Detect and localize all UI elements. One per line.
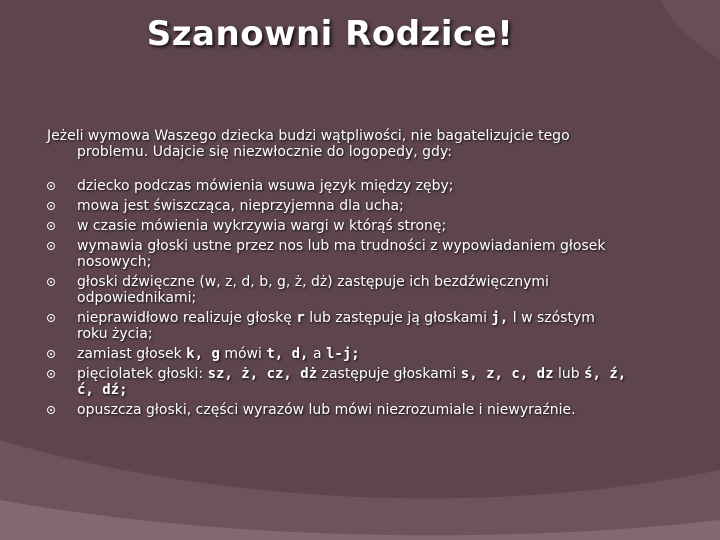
- bullet-icon: [47, 370, 55, 378]
- item-text: mowa jest świszcząca, nieprzyjemna dla ucha;: [77, 198, 404, 214]
- phoneme-text: k, g: [186, 346, 220, 362]
- phoneme-text: sz, ż, cz, dż: [207, 366, 318, 382]
- bullet-icon: [47, 350, 55, 358]
- phoneme-text: l-j;: [325, 346, 360, 362]
- list-item: [47, 366, 627, 398]
- phoneme-text: r: [296, 310, 305, 326]
- bullet-icon: [47, 202, 55, 210]
- bullet-icon: [47, 314, 55, 322]
- item-text: lub zastępuje ją głoskami: [304, 310, 492, 326]
- list-item: [47, 238, 627, 270]
- item-text: zamiast głosek: [77, 346, 187, 362]
- item-text: zastępuje głoskami: [317, 366, 461, 382]
- item-text: w czasie mówienia wykrzywia wargi w którąś stronę;: [77, 218, 447, 234]
- slide-content: [47, 128, 627, 422]
- slide-title: Szanowni Rodzice!: [146, 14, 514, 54]
- phoneme-text: ś, ź, ć, dź;: [77, 366, 627, 398]
- symptom-list: [47, 178, 627, 418]
- bullet-icon: [47, 278, 55, 286]
- phoneme-text: t, d,: [266, 346, 309, 362]
- list-item: [47, 218, 627, 234]
- item-text: dziecko podczas mówienia wsuwa język między zęby;: [77, 178, 454, 194]
- item-text: opuszcza głoski, części wyrazów lub mówi niezrozumiale i niewyraźnie.: [77, 402, 576, 418]
- item-text: nieprawidłowo realizuje głoskę: [77, 310, 297, 326]
- item-text: głoski dźwięczne (w, z, d, b, g, ż, dż) zastępuje ich bezdźwięcznymi odpowiednikami;: [77, 274, 549, 306]
- list-item: [47, 402, 627, 418]
- item-text: pięciolatek głoski:: [77, 366, 208, 382]
- list-item: [47, 198, 627, 214]
- phoneme-text: s, z, c, dz: [460, 366, 554, 382]
- phoneme-text: j,: [491, 310, 509, 326]
- list-item: [47, 274, 627, 306]
- intro-paragraph: Jeżeli wymowa Waszego dziecka budzi wątpliwości, nie bagatelizujcie tego problemu. Udajcie się niezwłocznie do logopedy, gdy:: [47, 128, 570, 160]
- bullet-icon: [47, 222, 55, 230]
- item-text: mówi: [219, 346, 267, 362]
- bullet-icon: [47, 406, 55, 414]
- item-text: wymawia głoski ustne przez nos lub ma trudności z wypowiadaniem głosek nosowych;: [77, 238, 606, 270]
- item-text: l w szóstym roku życia;: [77, 310, 595, 342]
- list-item: [47, 346, 627, 362]
- list-item: [47, 310, 627, 342]
- list-item: [47, 178, 627, 194]
- item-text: a: [308, 346, 326, 362]
- bullet-icon: [47, 182, 55, 190]
- item-text: lub: [553, 366, 585, 382]
- bullet-icon: [47, 242, 55, 250]
